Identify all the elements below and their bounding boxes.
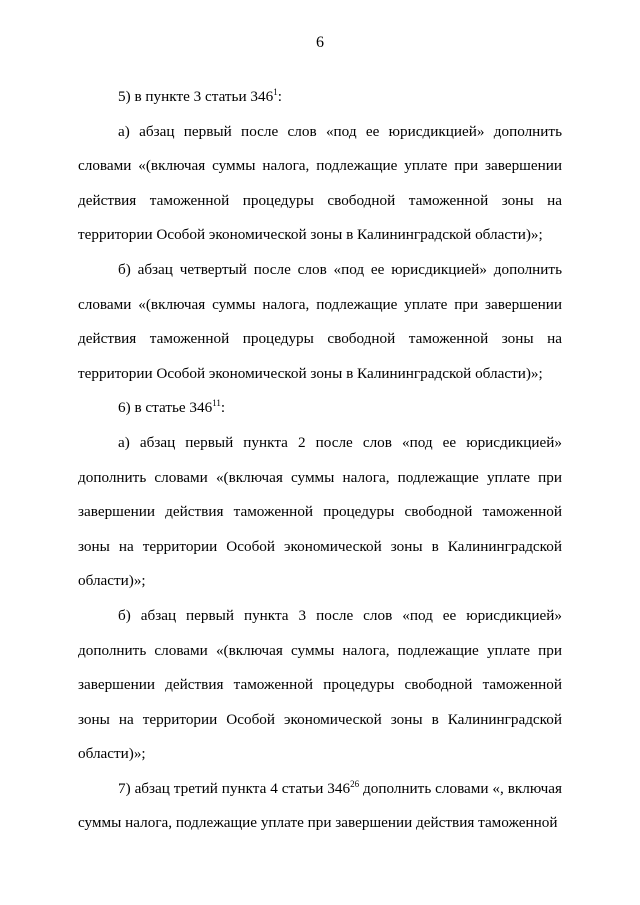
item-5-superscript: 1 <box>273 87 278 97</box>
item-6a-paragraph: а) абзац первый пункта 2 после слов «под ее юрисдикцией» дополнить словами «(включая суммы налога, подлежащие уплате при завершении действия таможенной процедуры свободной таможенной зоны на территории Особой экономической зоны в Калининградской области)»; <box>78 433 562 590</box>
item-7-text: 7) абзац третий пункта 4 статьи 346 <box>118 779 351 797</box>
item-5a-paragraph: а) абзац первый после слов «под ее юрисдикцией» дополнить словами «(включая суммы налога, подлежащие уплате при завершении действия таможенной процедуры свободной таможенной зоны на территории Особой экономической зоны в Калининградской области)»; <box>78 122 562 244</box>
item-6-superscript: 11 <box>212 398 221 409</box>
item-6-suffix: : <box>220 399 226 417</box>
document-body <box>78 80 562 841</box>
item-5-suffix: : <box>277 88 282 105</box>
item-5b-paragraph: б) абзац четвертый после слов «под ее юрисдикцией» дополнить словами «(включая суммы налога, подлежащие уплате при завершении действия таможенной процедуры свободной таможенной зоны на территории Особой экономической зоны в Калининградской области)»; <box>78 260 562 382</box>
item-7-paragraph <box>78 772 562 841</box>
item-7-continuation: дополнить словами «, включая суммы налога, подлежащие уплате при завершении действия таможенной <box>78 779 562 832</box>
item-6b-paragraph: б) абзац первый пункта 3 после слов «под ее юрисдикцией» дополнить словами «(включая суммы налога, подлежащие уплате при завершении действия таможенной процедуры свободной таможенной зоны на территории Особой экономической зоны в Калининградской области)»; <box>78 606 562 763</box>
item-6-text: 6) в статье 346 <box>118 399 213 417</box>
item-5-text: 5) в пункте 3 статьи 346 <box>118 88 274 105</box>
item-6-heading <box>78 391 562 426</box>
item-7-superscript: 26 <box>350 778 360 789</box>
item-5-heading <box>78 80 562 115</box>
page-number: 6 <box>316 34 324 51</box>
